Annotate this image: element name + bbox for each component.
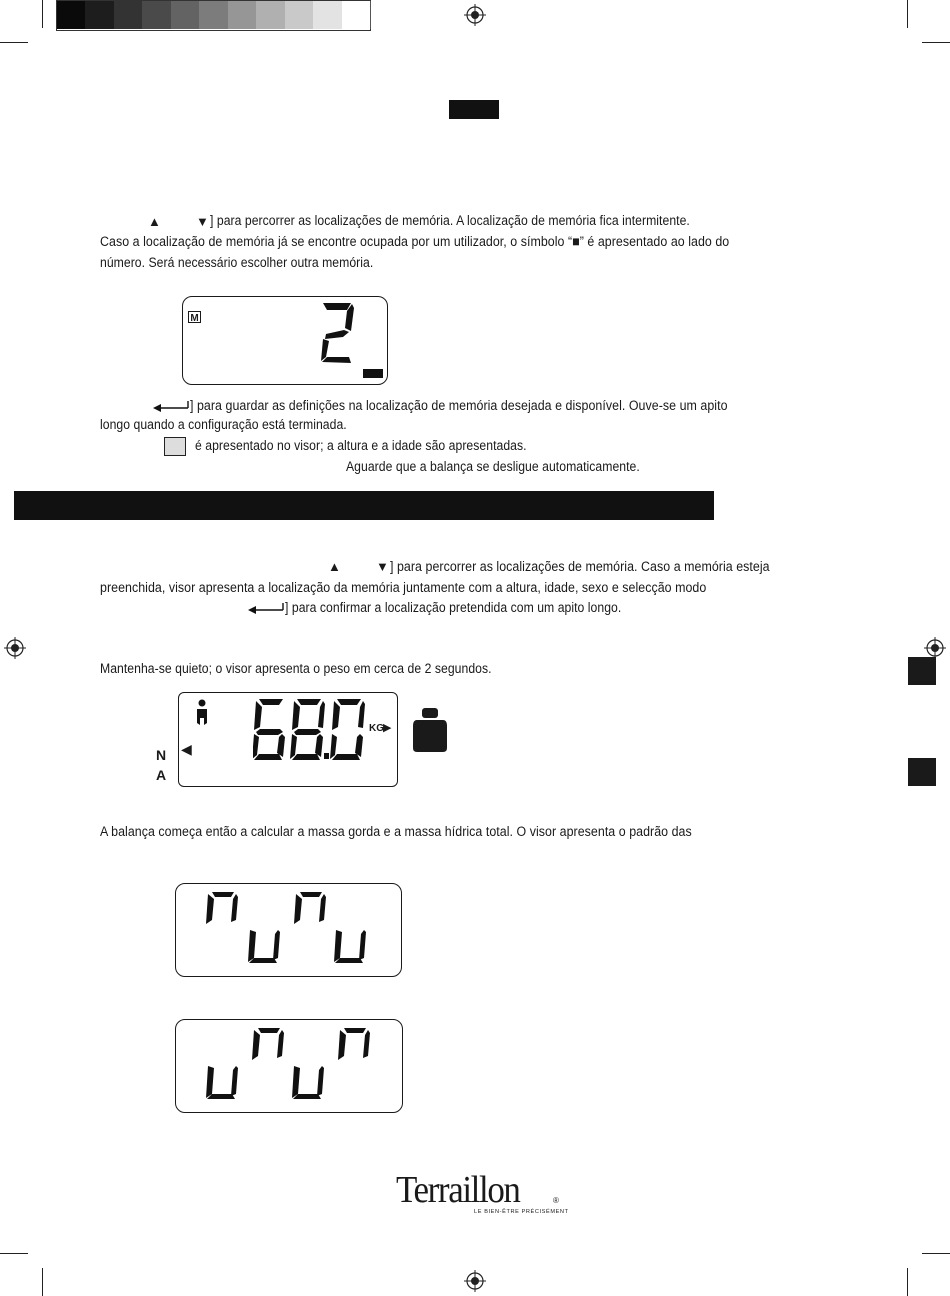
- brand-reg-mark: ®: [553, 1196, 559, 1205]
- grayscale-swatch: [285, 1, 314, 29]
- kg-unit-label: KG: [369, 723, 384, 734]
- section2-line5: A balança começa então a calcular a massa gorda e a massa hídrica total. O visor apresenta o padrão das: [100, 824, 692, 840]
- section1-line5: longo quando a configuração está terminada.: [100, 417, 347, 433]
- section1-line4: ] para guardar as definições na localização de memória desejada e disponível. Ouve-se um apito: [190, 398, 728, 414]
- enter-arrow-icon: [153, 401, 189, 413]
- lcd-display-weight: [178, 692, 398, 787]
- grayscale-swatch: [256, 1, 285, 29]
- section1-line3: número. Será necessário escolher outra memória.: [100, 255, 374, 271]
- section-header-bar: [14, 491, 714, 520]
- left-arrow-icon: ◀: [181, 741, 192, 757]
- lcd-display-pattern-b: [175, 1019, 403, 1113]
- memory-m-icon: [188, 311, 201, 323]
- memory-occupied-marker: [363, 369, 383, 378]
- section2-line4: Mantenha-se quieto; o visor apresenta o peso em cerca de 2 segundos.: [100, 661, 492, 677]
- grayscale-swatch: [342, 1, 371, 29]
- brand-tagline: LE BIEN-ÊTRE PRÉCISÉMENT: [474, 1209, 569, 1215]
- section1-line6: é apresentado no visor; a altura e a idade são apresentadas.: [195, 438, 527, 454]
- lcd-weight-digits: [253, 697, 365, 763]
- section1-line2: Caso a localização de memória já se encontre ocupada por um utilizador, o símbolo “■” é apresentado ao lado do: [100, 234, 730, 250]
- side-tab-box: [908, 657, 936, 685]
- crop-mark-bottom-left-v: [42, 1268, 43, 1296]
- section2-line2: preenchida, visor apresenta a localização da memória juntamente com a altura, idade, sexo e selecção modo: [100, 580, 707, 596]
- lcd-pattern-segments: [206, 890, 376, 972]
- registration-mark-icon: [924, 637, 946, 659]
- grayscale-swatch: [114, 1, 143, 29]
- enter-arrow-icon: [248, 603, 284, 615]
- lcd-side-label-a: A: [156, 767, 167, 783]
- brand-logo: [396, 1168, 569, 1220]
- section1-line7: Aguarde que a balança se desligue automaticamente.: [346, 459, 640, 475]
- person-icon: [195, 699, 209, 727]
- triangle-up-icon: ▲: [148, 214, 161, 229]
- header-tab-block: [449, 100, 499, 119]
- crop-mark-bottom-right-v: [907, 1268, 908, 1296]
- grayscale-swatch: [57, 1, 86, 29]
- crop-mark-bottom-left-h: [0, 1253, 28, 1254]
- lcd-pattern-segments: [206, 1026, 376, 1108]
- lcd-display-memory: [182, 296, 388, 385]
- lcd-side-label-n: N: [156, 747, 167, 763]
- grayscale-calibration-bar: [56, 0, 371, 31]
- crop-mark-bottom-right-h: [922, 1253, 950, 1254]
- crop-mark-top-left-v: [42, 0, 43, 28]
- lcd-digit-2: [319, 301, 355, 365]
- lcd-display-pattern-a: [175, 883, 402, 977]
- svg-text:M: M: [190, 313, 199, 323]
- grayscale-swatch: [228, 1, 257, 29]
- triangle-up-icon: ▲: [328, 559, 341, 574]
- registration-mark-icon: [464, 4, 486, 26]
- weight-icon: [412, 706, 448, 752]
- crop-mark-top-right-v: [907, 0, 908, 28]
- grayscale-swatch: [199, 1, 228, 29]
- crop-mark-top-left-h: [0, 42, 28, 43]
- triangle-down-icon: ▼: [196, 214, 209, 229]
- grayscale-swatch: [171, 1, 200, 29]
- grayscale-swatch: [313, 1, 342, 29]
- brand-name: Terraillon: [396, 1169, 520, 1211]
- side-tab-box: [908, 758, 936, 786]
- triangle-down-icon: ▼: [376, 559, 389, 574]
- registration-mark-icon: [464, 1270, 486, 1292]
- section1-line1: ] para percorrer as localizações de memória. A localização de memória fica intermitente.: [210, 213, 690, 229]
- kg-arrow-icon: ▶: [383, 722, 392, 734]
- section2-line3: ] para confirmar a localização pretendida com um apito longo.: [285, 600, 622, 616]
- registration-mark-icon: [4, 637, 26, 659]
- grayscale-swatch: [142, 1, 171, 29]
- memory-indicator-box: [164, 437, 186, 456]
- grayscale-swatch: [85, 1, 114, 29]
- crop-mark-top-right-h: [922, 42, 950, 43]
- section2-line1: ] para percorrer as localizações de memória. Caso a memória esteja: [390, 559, 770, 575]
